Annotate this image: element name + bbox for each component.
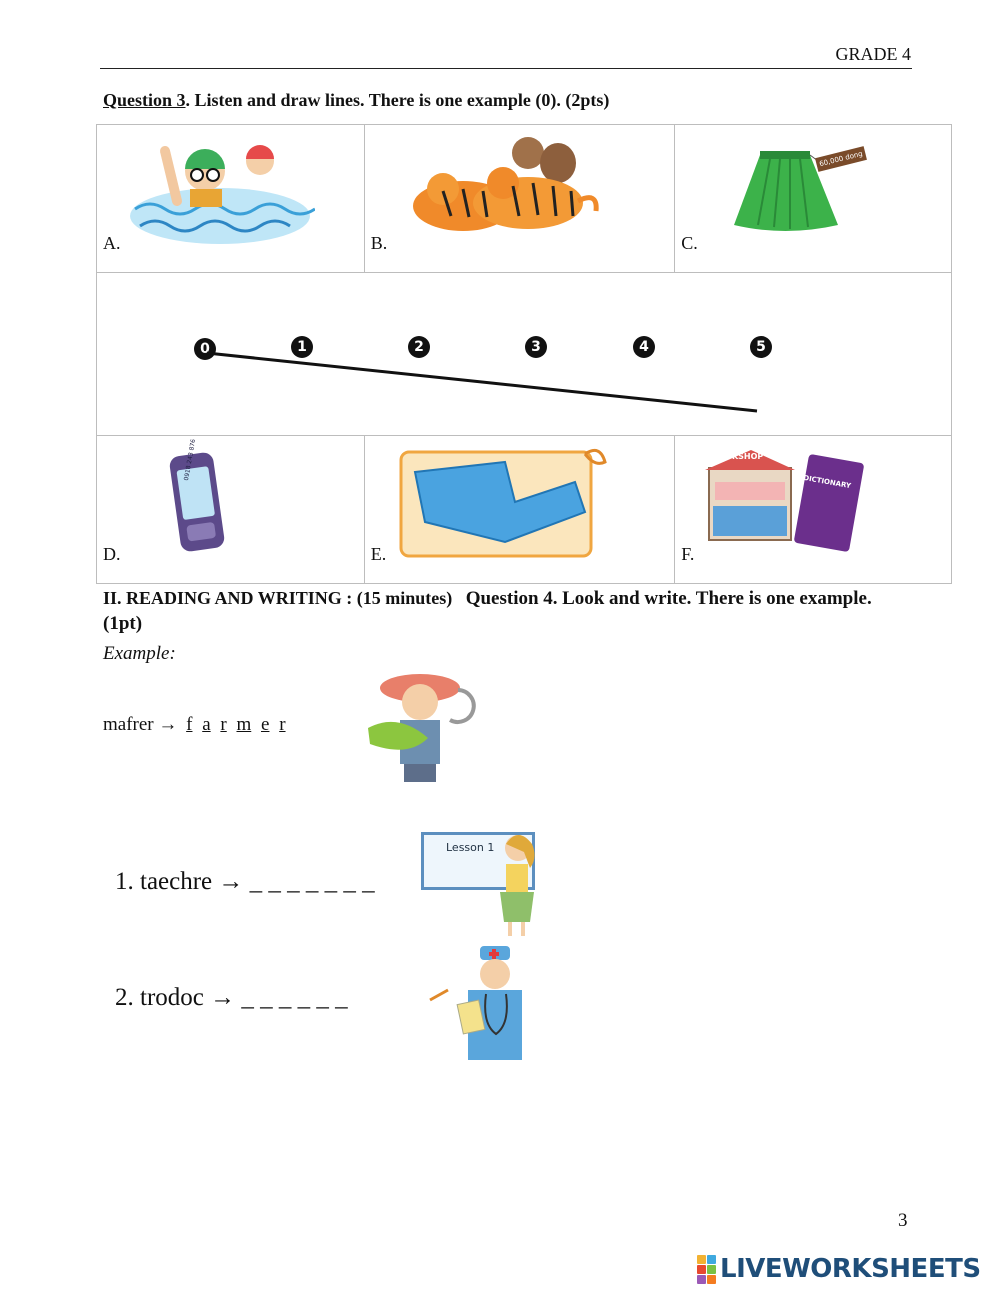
logo-text: LIVEWORKSHEETS — [720, 1254, 981, 1284]
cell-label-b: B. — [370, 233, 388, 253]
logo-square — [697, 1275, 706, 1284]
cell-f — [675, 436, 952, 584]
example-letter: m — [236, 714, 252, 735]
cell-e — [364, 436, 675, 584]
bookshop-sign: BOOKSHOP — [712, 452, 764, 461]
question-3-heading: Question 3 — [103, 90, 186, 110]
swimming-children-image — [125, 131, 315, 249]
number-dot-4: 4 — [633, 336, 655, 358]
number-dot-1: 1 — [291, 336, 313, 358]
example-letter: f — [186, 714, 193, 735]
tigers-image — [403, 131, 603, 249]
farmer-image — [362, 668, 482, 784]
header-divider — [100, 68, 912, 69]
example-label: Example: — [103, 643, 176, 664]
example-letter: a — [202, 714, 211, 735]
section-2-heading: II. READING AND WRITING : (15 minutes) — [103, 588, 453, 608]
matching-grid — [96, 124, 952, 584]
page-number: 3 — [898, 1210, 908, 1231]
example-letter: e — [261, 714, 270, 735]
logo-square — [707, 1255, 716, 1264]
example-line — [97, 273, 951, 433]
teacher-image — [488, 830, 540, 938]
jeans-image — [395, 442, 619, 560]
example-item — [103, 714, 291, 736]
logo-square — [697, 1265, 706, 1274]
logo-icon — [697, 1255, 716, 1284]
section-2-heading-block — [103, 586, 903, 636]
cell-label-d: D. — [103, 544, 121, 564]
logo-square — [707, 1275, 716, 1284]
number-dot-2: 2 — [408, 336, 430, 358]
number-dot-3: 3 — [525, 336, 547, 358]
question-3-title — [103, 90, 609, 111]
phone-image — [169, 450, 229, 554]
item-2[interactable]: 2. trodoc → _ _ _ _ _ _ — [115, 984, 348, 1011]
cell-d — [97, 436, 365, 584]
cell-label-a: A. — [103, 233, 121, 253]
logo-square — [697, 1255, 706, 1264]
cell-label-e: E. — [370, 544, 387, 564]
grade-label: GRADE 4 — [835, 44, 911, 64]
liveworksheets-logo[interactable] — [697, 1254, 981, 1284]
question-3-instruction: . Listen and draw lines. There is one example (0). (2pts) — [185, 90, 610, 110]
logo-square — [707, 1265, 716, 1274]
question-4-title: Question 4. — [465, 588, 558, 609]
price-tag: 60,000 dong — [815, 146, 867, 172]
dictionary-label: DICTIONARY — [802, 473, 852, 491]
number-dot-5: 5 — [750, 336, 772, 358]
doctor-image — [428, 944, 524, 1060]
item-1[interactable]: 1. taechre → _ _ _ _ _ _ _ — [115, 868, 375, 895]
phone-number: 0918 243 876 — [183, 438, 198, 482]
example-letter: r — [220, 714, 227, 735]
whiteboard-text: Lesson 1 — [446, 841, 495, 854]
cell-label-c: C. — [681, 233, 698, 253]
number-strip — [97, 273, 952, 436]
cell-label-f: F. — [681, 544, 695, 564]
example-letter: r — [279, 714, 286, 735]
cell-b — [364, 125, 675, 273]
number-dot-0: 0 — [194, 338, 216, 360]
cell-a — [97, 125, 365, 273]
cell-c — [675, 125, 952, 273]
question-4-instruction: Look and write. There is one example.(1pt) — [103, 588, 872, 634]
example-scrambled-word: mafrer → — [103, 714, 178, 735]
example-answer — [186, 714, 290, 735]
